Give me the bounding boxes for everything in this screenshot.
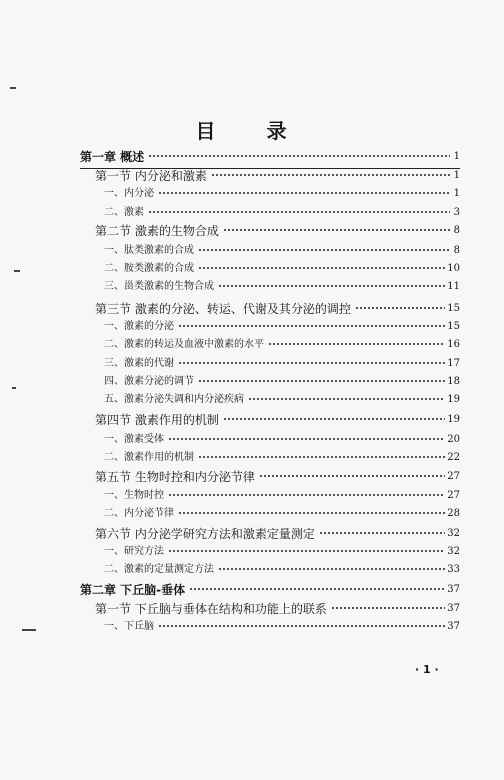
toc-item-row: [104, 542, 460, 560]
scan-mark: [10, 87, 16, 89]
toc-entry-title: 第二节 激素的生物合成: [95, 224, 219, 238]
dot-leader: [248, 394, 445, 404]
toc-page-number: 11: [447, 281, 460, 292]
dot-leader: [319, 528, 445, 538]
dot-leader: [158, 621, 445, 631]
toc-page-number: 19: [447, 394, 460, 405]
toc-item-row: [104, 317, 460, 335]
dot-leader: [259, 471, 445, 481]
dot-leader: [268, 339, 445, 349]
toc-section-row: [95, 410, 460, 428]
toc-section-row: [95, 599, 460, 617]
toc-entry-title: 一、肽类激素的合成: [104, 245, 194, 256]
toc-entry-title: 二、胺类激素的合成: [104, 263, 194, 274]
toc-entry-title: 第二章 下丘脑-垂体: [80, 583, 186, 597]
toc-page-number: 32: [447, 546, 460, 557]
toc-page-number: 15: [447, 303, 460, 314]
dot-leader: [198, 245, 450, 255]
toc-entry-title: 五、激素分泌失调和内分泌疾病: [104, 394, 244, 405]
dot-leader: [211, 170, 450, 180]
toc-chapter-row: [80, 147, 460, 165]
toc-item-row: [104, 430, 460, 448]
toc-page-number: 17: [447, 358, 460, 369]
toc-item-row: [104, 390, 460, 408]
toc-section-row: [95, 467, 460, 485]
toc-entry-title: 四、激素分泌的调节: [104, 376, 194, 387]
dot-leader: [148, 207, 450, 217]
toc-item-row: [104, 560, 460, 578]
toc-page-number: 33: [447, 564, 460, 575]
dot-leader: [355, 303, 445, 313]
toc-page-number: 16: [447, 339, 460, 350]
dot-leader: [178, 358, 445, 368]
toc-entry-title: 一、激素的分泌: [104, 321, 174, 332]
dot-leader: [168, 434, 445, 444]
toc-chapter-row: [80, 580, 460, 598]
toc-entry-title: 第一节 下丘脑与垂体在结构和功能上的联系: [95, 602, 327, 616]
dot-leader: [223, 414, 445, 424]
toc-page-number: 37: [447, 603, 460, 614]
toc-section-row: [95, 221, 460, 239]
toc-page-number: 8: [453, 245, 460, 256]
divider: [80, 168, 460, 169]
toc-entry-title: 二、内分泌节律: [104, 508, 174, 519]
toc-page-number: 27: [447, 471, 460, 482]
dot-leader: [178, 321, 445, 331]
toc-item-row: [104, 203, 460, 221]
dot-leader: [198, 263, 445, 273]
toc-page-number: 3: [453, 207, 460, 218]
dot-leader: [198, 376, 445, 386]
toc-item-row: [104, 617, 460, 635]
toc-entry-title: 第一节 内分泌和激素: [95, 169, 207, 183]
toc-entry-title: 二、激素的定量测定方法: [104, 564, 214, 575]
toc-page-number: 20: [447, 434, 460, 445]
toc-entry-title: 一、研究方法: [104, 546, 164, 557]
dot-leader: [223, 225, 450, 235]
dot-leader: [158, 188, 450, 198]
toc-section-row: [95, 299, 460, 317]
dot-leader: [189, 584, 445, 594]
toc-page-number: 8: [453, 225, 460, 236]
dot-leader: [218, 564, 445, 574]
toc-entry-title: 三、甾类激素的生物合成: [104, 281, 214, 292]
toc-entry-title: 二、激素: [104, 207, 144, 218]
dot-leader: [168, 546, 445, 556]
toc-page-number: 32: [447, 528, 460, 539]
toc-entry-title: 第五节 生物时控和内分泌节律: [95, 470, 255, 484]
toc-page-number: 37: [447, 621, 460, 632]
dot-leader: [148, 151, 450, 161]
toc-entry-title: 第三节 激素的分泌、转运、代谢及其分泌的调控: [95, 302, 351, 316]
toc-item-row: [104, 335, 460, 353]
toc-page-number: 18: [447, 376, 460, 387]
toc-page-number: 1: [453, 151, 460, 162]
toc-entry-title: 一、下丘脑: [104, 621, 154, 632]
toc-page-number: 1: [453, 170, 460, 181]
toc-page-number: 37: [447, 584, 460, 595]
toc-item-row: [104, 372, 460, 390]
toc-page-number: 15: [447, 321, 460, 332]
toc-item-row: [104, 277, 460, 295]
dot-leader: [331, 603, 445, 613]
toc-page-number: 22: [447, 452, 460, 463]
scan-mark: [12, 387, 16, 389]
toc-item-row: [104, 448, 460, 466]
toc-page-number: 10: [447, 263, 460, 274]
toc-item-row: [104, 184, 460, 202]
toc-entry-title: 第六节 内分泌学研究方法和激素定量测定: [95, 527, 315, 541]
dot-leader: [198, 452, 445, 462]
toc-entry-title: 二、激素的转运及血液中激素的水平: [104, 339, 264, 350]
dot-leader: [218, 281, 445, 291]
toc-item-row: [104, 486, 460, 504]
page-title: 目 录: [195, 119, 309, 143]
page-number: · 1 ·: [415, 663, 439, 676]
toc-entry-title: 一、激素受体: [104, 434, 164, 445]
dot-leader: [178, 508, 445, 518]
toc-entry-title: 一、内分泌: [104, 188, 154, 199]
toc-page-number: 19: [447, 414, 460, 425]
toc-section-row: [95, 524, 460, 542]
toc-item-row: [104, 354, 460, 372]
toc-entry-title: 二、激素作用的机制: [104, 452, 194, 463]
toc-item-row: [104, 259, 460, 277]
toc-entry-title: 第一章 概述: [80, 150, 145, 164]
toc-page-number: 27: [447, 490, 460, 501]
toc-entry-title: 第四节 激素作用的机制: [95, 413, 219, 427]
toc-entry-title: 一、生物时控: [104, 490, 164, 501]
toc-page-number: 1: [453, 188, 460, 199]
scan-mark: [14, 270, 20, 272]
toc-entry-title: 三、激素的代谢: [104, 358, 174, 369]
toc-item-row: [104, 504, 460, 522]
toc-page-number: 28: [447, 508, 460, 519]
toc-item-row: [104, 241, 460, 259]
scan-mark: [22, 629, 36, 631]
dot-leader: [168, 490, 445, 500]
